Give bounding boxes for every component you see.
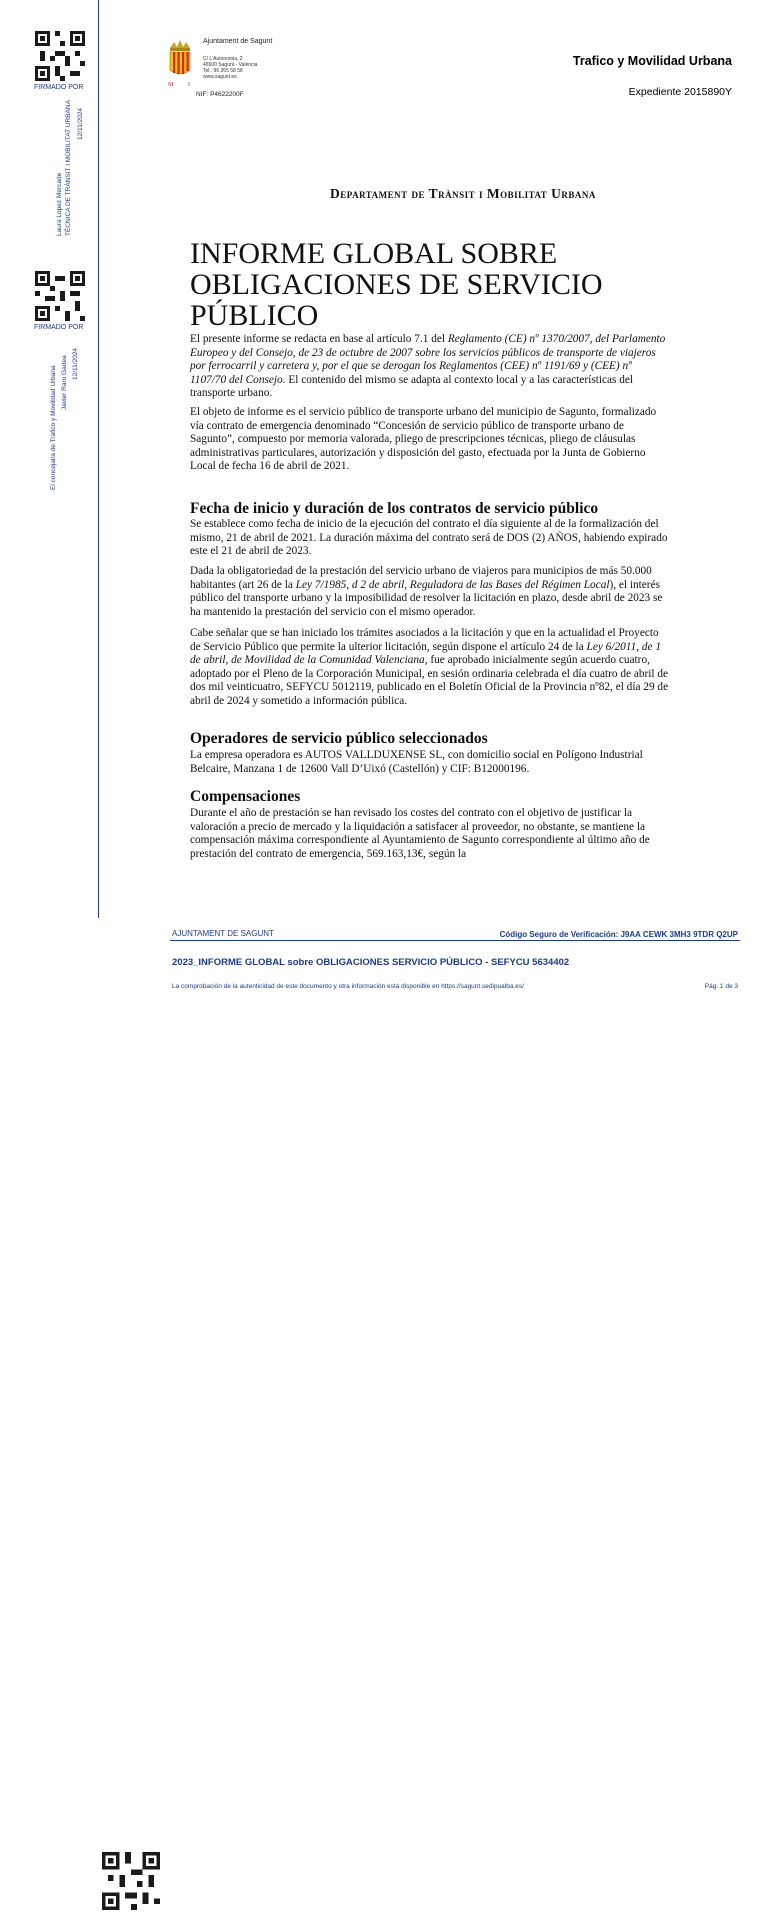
header-entity-name: Ajuntament de Sagunt (203, 38, 273, 45)
signer-1-text (55, 100, 73, 236)
signer-1-name: Laura Lopez Mercade (56, 172, 63, 236)
section2-paragraph-1: La empresa operadora es AUTOS VALLDUXENSE SL, con domicilio social en Polígono Industrial Belcaire, Manzana 1 de 12600 Vall D’Uixó (Castellón) y CIF: B12000196. (190, 749, 643, 775)
document-title (190, 238, 710, 331)
signer-2-role: El concejal/a de Trafico y Movilidad Urbana (50, 365, 57, 490)
qr-code-signer-1[interactable] (34, 30, 86, 82)
section-heading-dates: Fecha de inicio y duración de los contratos de servicio público (190, 500, 599, 517)
address-line-1: C/ L'Autonomia, 2 (203, 56, 243, 62)
footer-verification-code: Código Seguro de Verificación: J9AA CEWK 3MH3 9TDR Q2UP (499, 930, 738, 939)
title-line-2: OBLIGACIONES DE SERVICIO (190, 268, 603, 301)
header-area: Trafico y Movilidad Urbana (572, 54, 732, 68)
law-reference-2: Ley 6/2011, de 1 de abril, de Movilidad de la Comunidad Valenciana (190, 640, 662, 667)
footer-divider (170, 940, 740, 941)
footer-verification-note[interactable]: La comprobación de la autenticidad de este documento y otra información está disponible en https://sagunt.sedipualba.es/ (172, 983, 524, 990)
section-heading-compensations: Compensaciones (190, 788, 301, 805)
svg-text:M: M (168, 82, 174, 88)
qr-code-signer-2[interactable] (34, 270, 86, 322)
header-address (203, 56, 257, 80)
section1-paragraph-1: Se establece como fecha de inicio de la ejecución del contrato el día siguiente al de la formalización del mismo, 21 de abril de 2021. La duración máxima del contrato será de DOS (2) AÑOS, habiendo expirado este el 21 de abril de 2023. (190, 518, 668, 558)
section-heading-operators: Operadores de servicio público seleccionados (190, 730, 488, 747)
address-line-3: Tel.: 96 265 58 58 (203, 68, 243, 74)
signer-1-date: 12/11/2024 (77, 107, 84, 140)
sagunt-coat-of-arms-logo (164, 38, 196, 94)
header-nif: NIF: P4622200F (196, 91, 244, 98)
footer-document-name: 2023_INFORME GLOBAL sobre OBLIGACIONES SERVICIO PÚBLICO - SEFYCU 5634402 (172, 957, 570, 968)
law-reference-1: Ley 7/1985, d 2 de abril, Reguladora de las Bases del Régimen Local (295, 578, 610, 591)
section1-paragraph-2: Dada la obligatoriedad de la prestación del servicio urbano de viajeros para municipios de más 50.000 habitantes (art 26 de la Ley 7/1985, d 2 de abril, Reguladora de las Bases del Régimen Local), el interés público del transporte urbano y la imposibilidad de resolver la licitación en plazo, desde abril de 2023 se ha mantenido la prestación del servicio con el mismo operador. (190, 565, 663, 618)
department-heading: Departament de Trànsit i Mobilitat Urbana (330, 186, 596, 201)
signer-1-role: TÈCNICA DE TRÀNSIT I MOBILITAT URBANA (65, 100, 72, 236)
section1-paragraph-3: Cabe señalar que se han iniciado los trámites asociados a la licitación y que en la actualidad el Proyecto de Servicio Público que permite la ulterior licitación, según dispone el artículo 24 de la Ley 6/2011, de 1 de abril, de Movilidad de la Comunidad Valenciana, fue aprobado inicialmente según acuerdo cuatro, adoptado por el Pleno de la Corporación Municipal, en sesión ordinaria celebrada el día cuatro de abril de dos mil veinticuatro, SEFYCU 5012119, publicado en el Boletín Oficial de la Provincia nº82, el día 29 de abril de 2024 y sometido a información pública. (190, 627, 669, 707)
address-line-4[interactable]: www.sagunt.es (203, 74, 237, 80)
section3-paragraph-1: Durante el año de prestación se han revisado los costes del contrato con el objetivo de justificar la valoración a precio de mercado y la liquidación a satisfacer al proveedor, no obstante, se mantiene la compensación máxima correspondiente al Ayuntamiento de Sagunto correspondiente al último año de prestación del contrato de emergencia, 569.163,13€, según la (190, 807, 650, 860)
svg-text:I: I (188, 82, 190, 88)
intro-paragraph-1: El presente informe se redacta en base al artículo 7.1 del Reglamento (CE) nº 1370/2007, del Parlamento Europeo y del Consejo, de 23 de octubre de 2007 sobre los servicios públicos de transporte de viajeros por ferrocarril y carretera y, por el que se derogan los Reglamentos (CEE) nº 1191/69 y (CEE) nº 1107/70 del Consejo. El contenido del mismo se adapta al contexto local y a las características del transporte urbano. (190, 333, 666, 400)
footer-page-number: Pág. 1 de 3 (704, 983, 738, 990)
signer-2-name: Javier Raro Gadea (61, 355, 68, 410)
intro-paragraph-2: El objeto de informe es el servicio público de transporte urbano del municipio de Sagunto, formalizado vía contrato de emergencia denominado “Concesión de servicio público de transporte urbano de Sagunto”, compuesto por memoria valorada, pliego de prescripciones técnicas, pliego de cláusulas administrativas particulares, autorización y disposición del gasto, efectuada por la Junta de Gobierno Local de fecha 16 de abril de 2021. (190, 406, 657, 473)
firmado-label-1: FIRMADO POR (34, 84, 84, 91)
signer-2-date: 12/11/2024 (72, 347, 79, 380)
header-expediente: Expediente 2015890Y (628, 86, 732, 98)
signature-sidebar (0, 0, 99, 918)
address-line-2: 46500 Sagunt - València (203, 62, 258, 68)
title-line-1: INFORME GLOBAL SOBRE (190, 237, 558, 270)
footer-entity: AJUNTAMENT DE SAGUNT (172, 929, 274, 938)
title-line-3: PÚBLICO (190, 299, 319, 332)
footer-qr-code[interactable] (102, 1852, 160, 1910)
regulation-reference: Reglamento (CE) nº 1370/2007, del Parlamento Europeo y del Consejo, de 23 de octubre de 2007 sobre los servicios públicos de transporte de viajeros por ferrocarril y carretera y, por el que se derogan los Reglamentos (CEE) nº 1191/69 y (CEE) nº 1107/70 del Consejo. (190, 333, 666, 386)
firmado-label-2: FIRMADO POR (34, 324, 84, 331)
